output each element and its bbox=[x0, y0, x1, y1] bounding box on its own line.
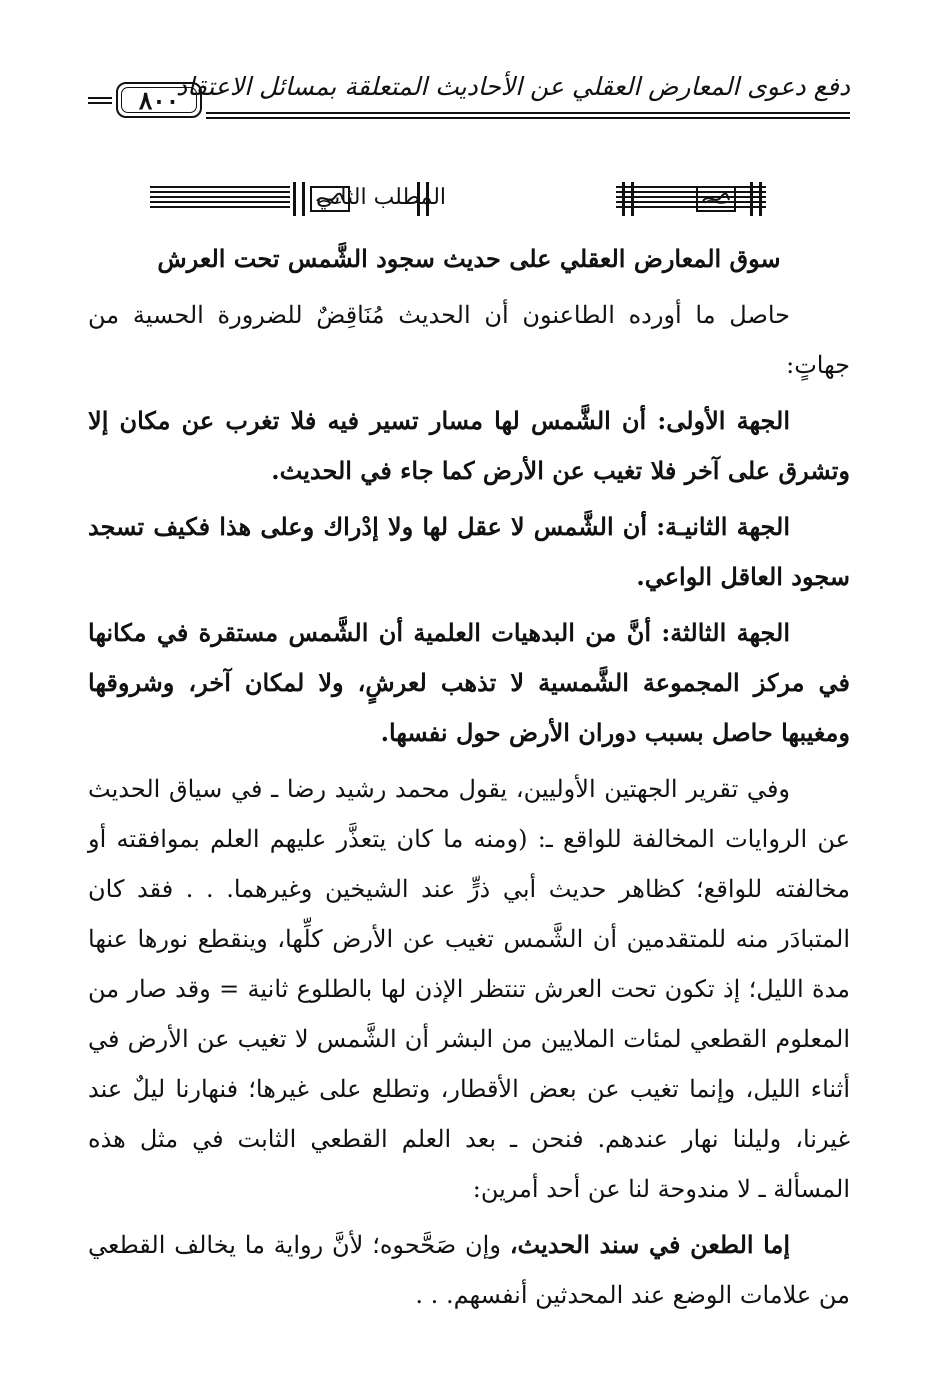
header-left-rule bbox=[88, 97, 112, 104]
point-3-label: الجهة الثالثة: bbox=[661, 618, 791, 647]
ornament-lines-left bbox=[150, 186, 290, 212]
point-1-text: أن الشَّمس لها مسار تسير فيه فلا تغرب عن مكان إلا وتشرق على آخر فلا تغيب عن الأرض كما جاء في الحديث. bbox=[88, 406, 850, 485]
final-paragraph bbox=[88, 1220, 850, 1320]
point-3-text: أنَّ من البدهيات العلمية أن الشَّمس مستقرة في مكانها في مركز المجموعة الشَّمسية لا تذهب لعرشٍ، ولا لمكان آخر، وشروقها ومغيبها حاصل بسبب دوران الأرض حول نفسها. bbox=[88, 618, 850, 747]
ornament-lines-right bbox=[616, 186, 766, 212]
quote-paragraph: وفي تقرير الجهتين الأوليين، يقول محمد رشيد رضا ـ في سياق الحديث عن الروايات المخالفة للواقع ـ: (ومنه ما كان يتعذَّر عليهم العلم بموافقته أو مخالفته للواقع؛ كظاهر حديث أبي ذرٍّ عند الشيخين وغيرهما. . . فقد كان المتبادَر منه للمتقدمين أن الشَّمس تغيب عن الأرض كلِّها، وينقطع نورها عنها مدة الليل؛ إذ تكون تحت العرش تنتظر الإذن لها بالطلوع ثانية = وقد صار من المعلوم القطعي لمئات الملايين من البشر أن الشَّمس لا تغيب عن الأرض في أثناء الليل، وإنما تغيب عن بعض الأقطار، وتطلع على غيرها؛ فنهارنا ليلٌ عند غيرنا، وليلنا نهار عندهم. فنحن ـ بعد العلم القطعي الثابت في مثل هذه المسألة ـ لا مندوحة لنا عن أحد أمرين: bbox=[88, 775, 850, 1203]
intro-paragraph: حاصل ما أورده الطاعنون أن الحديث مُنَاقِضٌ للضرورة الحسية من جهاتٍ: bbox=[88, 301, 850, 379]
page-header bbox=[88, 68, 850, 138]
point-2 bbox=[88, 502, 850, 602]
final-bold-text: إما الطعن في سند الحديث، bbox=[509, 1230, 791, 1259]
point-2-text: أن الشَّمس لا عقل لها ولا إدْراك وعلى هذا فكيف تسجد سجود العاقل الواعي. bbox=[88, 512, 850, 591]
section-label: المطلب الثاني bbox=[315, 185, 447, 210]
page-number-text: ٨٠٠ bbox=[138, 85, 180, 115]
point-3 bbox=[88, 608, 850, 758]
page-body bbox=[88, 234, 850, 1320]
header-double-rule bbox=[206, 112, 850, 119]
point-1-label: الجهة الأولى: bbox=[657, 406, 790, 435]
section-heading: سوق المعارض العقلي على حديث سجود الشَّمس تحت العرش bbox=[157, 244, 781, 273]
final-text: وإن صَحَّحوه؛ لأنَّ رواية ما يخالف القطعي من علامات الوضع عند المحدثين أنفسهم. . . bbox=[88, 1231, 850, 1309]
point-1 bbox=[88, 396, 850, 496]
point-2-label: الجهة الثانيـة: bbox=[656, 512, 790, 541]
running-title: دفع دعوى المعارض العقلي عن الأحاديث المتعلقة بمسائل الاعتقاد bbox=[176, 72, 850, 101]
